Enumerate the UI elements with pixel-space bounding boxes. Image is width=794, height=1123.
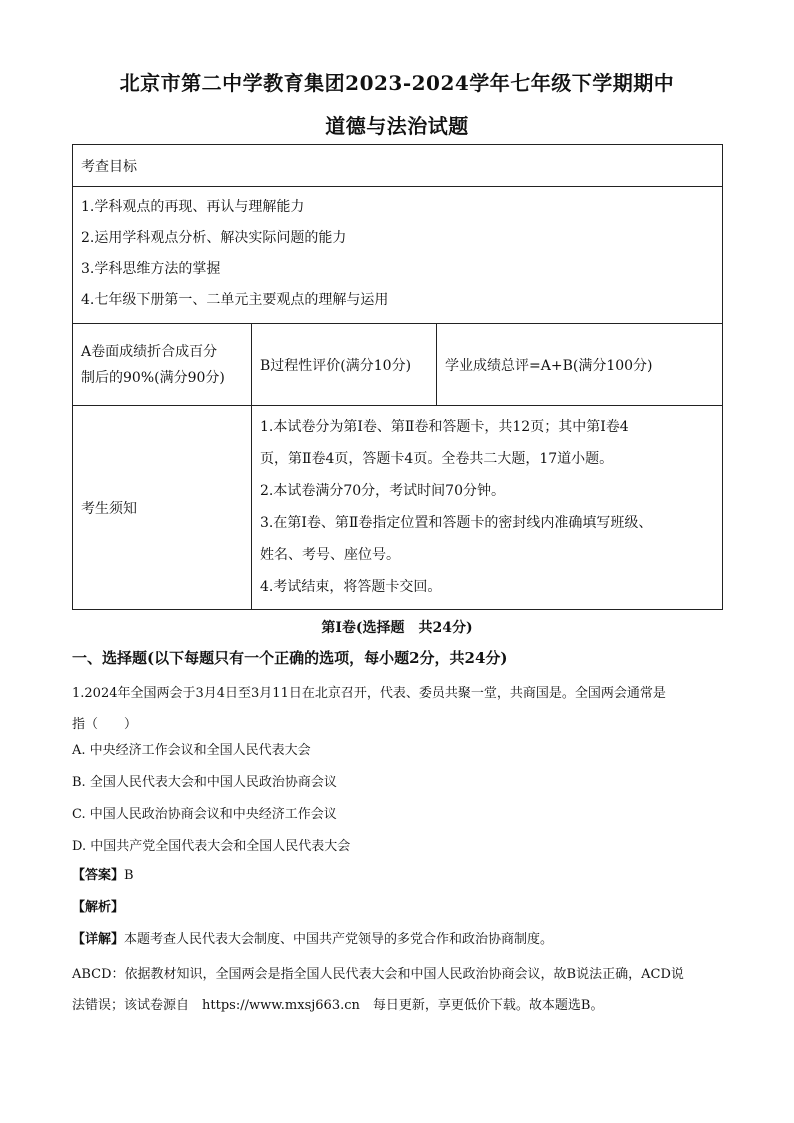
goal-heading-row bbox=[73, 145, 723, 187]
score-row bbox=[73, 324, 723, 406]
question-stem-line: 1.2024年全国两会于3月4日至3月11日在北京召开，代表、委员共聚一堂，共商国是。全国两会通常是 bbox=[72, 686, 666, 701]
option-d: D. 中国共产党全国代表大会和全国人民代表大会 bbox=[72, 839, 351, 854]
score-total-cell: 学业成绩总评=A+B(满分100分) bbox=[437, 324, 723, 406]
goal-item: 1.学科观点的再现、再认与理解能力 bbox=[81, 199, 305, 215]
goal-item: 2.运用学科观点分析、解决实际问题的能力 bbox=[81, 230, 347, 246]
note-line: 页，第Ⅱ卷4页，答题卡4页。全卷共二大题，17道小题。 bbox=[260, 450, 614, 467]
goal-item: 4.七年级下册第一、二单元主要观点的理解与运用 bbox=[81, 292, 389, 308]
answer-value: B bbox=[124, 868, 134, 883]
explanation-line: ABCD：依据教材知识，全国两会是指全国人民代表大会和中国人民政治协商会议，故B说法正确，ACD说 bbox=[72, 967, 684, 982]
goal-item: 3.学科思维方法的掌握 bbox=[81, 261, 221, 277]
exam-info-table bbox=[72, 144, 723, 610]
analysis-label: 【解析】 bbox=[72, 900, 125, 915]
volume-heading: 第Ⅰ卷(选择题 共24分) bbox=[321, 620, 473, 636]
score-a-cell bbox=[73, 324, 252, 406]
notes-label: 考生须知 bbox=[73, 406, 252, 610]
score-a-line: 制后的90%(满分90分) bbox=[81, 369, 225, 386]
goal-list-row bbox=[73, 187, 723, 324]
detail-text: 本题考查人民代表大会制度、中国共产党领导的多党合作和政治协商制度。 bbox=[124, 932, 554, 947]
explanation bbox=[72, 959, 724, 1021]
question-stem bbox=[72, 678, 724, 740]
answer-line bbox=[72, 866, 724, 886]
question-stem-line: 指（ ） bbox=[72, 717, 138, 732]
note-line: 姓名、考号、座位号。 bbox=[260, 546, 400, 563]
note-line: 2.本试卷满分70分，考试时间70分钟。 bbox=[260, 482, 505, 499]
goal-heading: 考查目标 bbox=[73, 145, 723, 187]
part-heading: 一、选择题(以下每题只有一个正确的选项，每小题2分，共24分) bbox=[72, 649, 508, 667]
notes-list bbox=[252, 406, 723, 610]
score-a-line: A卷面成绩折合成百分 bbox=[81, 343, 218, 360]
note-line: 4.考试结束，将答题卡交回。 bbox=[260, 578, 442, 595]
detail-line bbox=[72, 930, 724, 950]
note-line: 3.在第Ⅰ卷、第Ⅱ卷指定位置和答题卡的密封线内准确填写班级、 bbox=[260, 514, 653, 531]
exam-title: 北京市第二中学教育集团2023-2024学年七年级下学期期中 bbox=[119, 71, 675, 95]
option-b: B. 全国人民代表大会和中国人民政治协商会议 bbox=[72, 775, 337, 790]
notes-row bbox=[73, 406, 723, 610]
detail-label: 【详解】 bbox=[72, 932, 125, 947]
goal-list bbox=[73, 187, 723, 324]
option-c: C. 中国人民政治协商会议和中央经济工作会议 bbox=[72, 807, 337, 822]
exam-subtitle: 道德与法治试题 bbox=[325, 114, 469, 138]
option-a: A. 中央经济工作会议和全国人民代表大会 bbox=[72, 743, 311, 758]
score-b-cell: B过程性评价(满分10分) bbox=[252, 324, 437, 406]
note-line: 1.本试卷分为第Ⅰ卷、第Ⅱ卷和答题卡，共12页；其中第Ⅰ卷4 bbox=[260, 418, 629, 435]
answer-label: 【答案】 bbox=[72, 868, 125, 883]
explanation-line: 法错误；该试卷源自 https://www.mxsj663.cn 每日更新，享更低价下载。故本题选B。 bbox=[72, 998, 604, 1013]
